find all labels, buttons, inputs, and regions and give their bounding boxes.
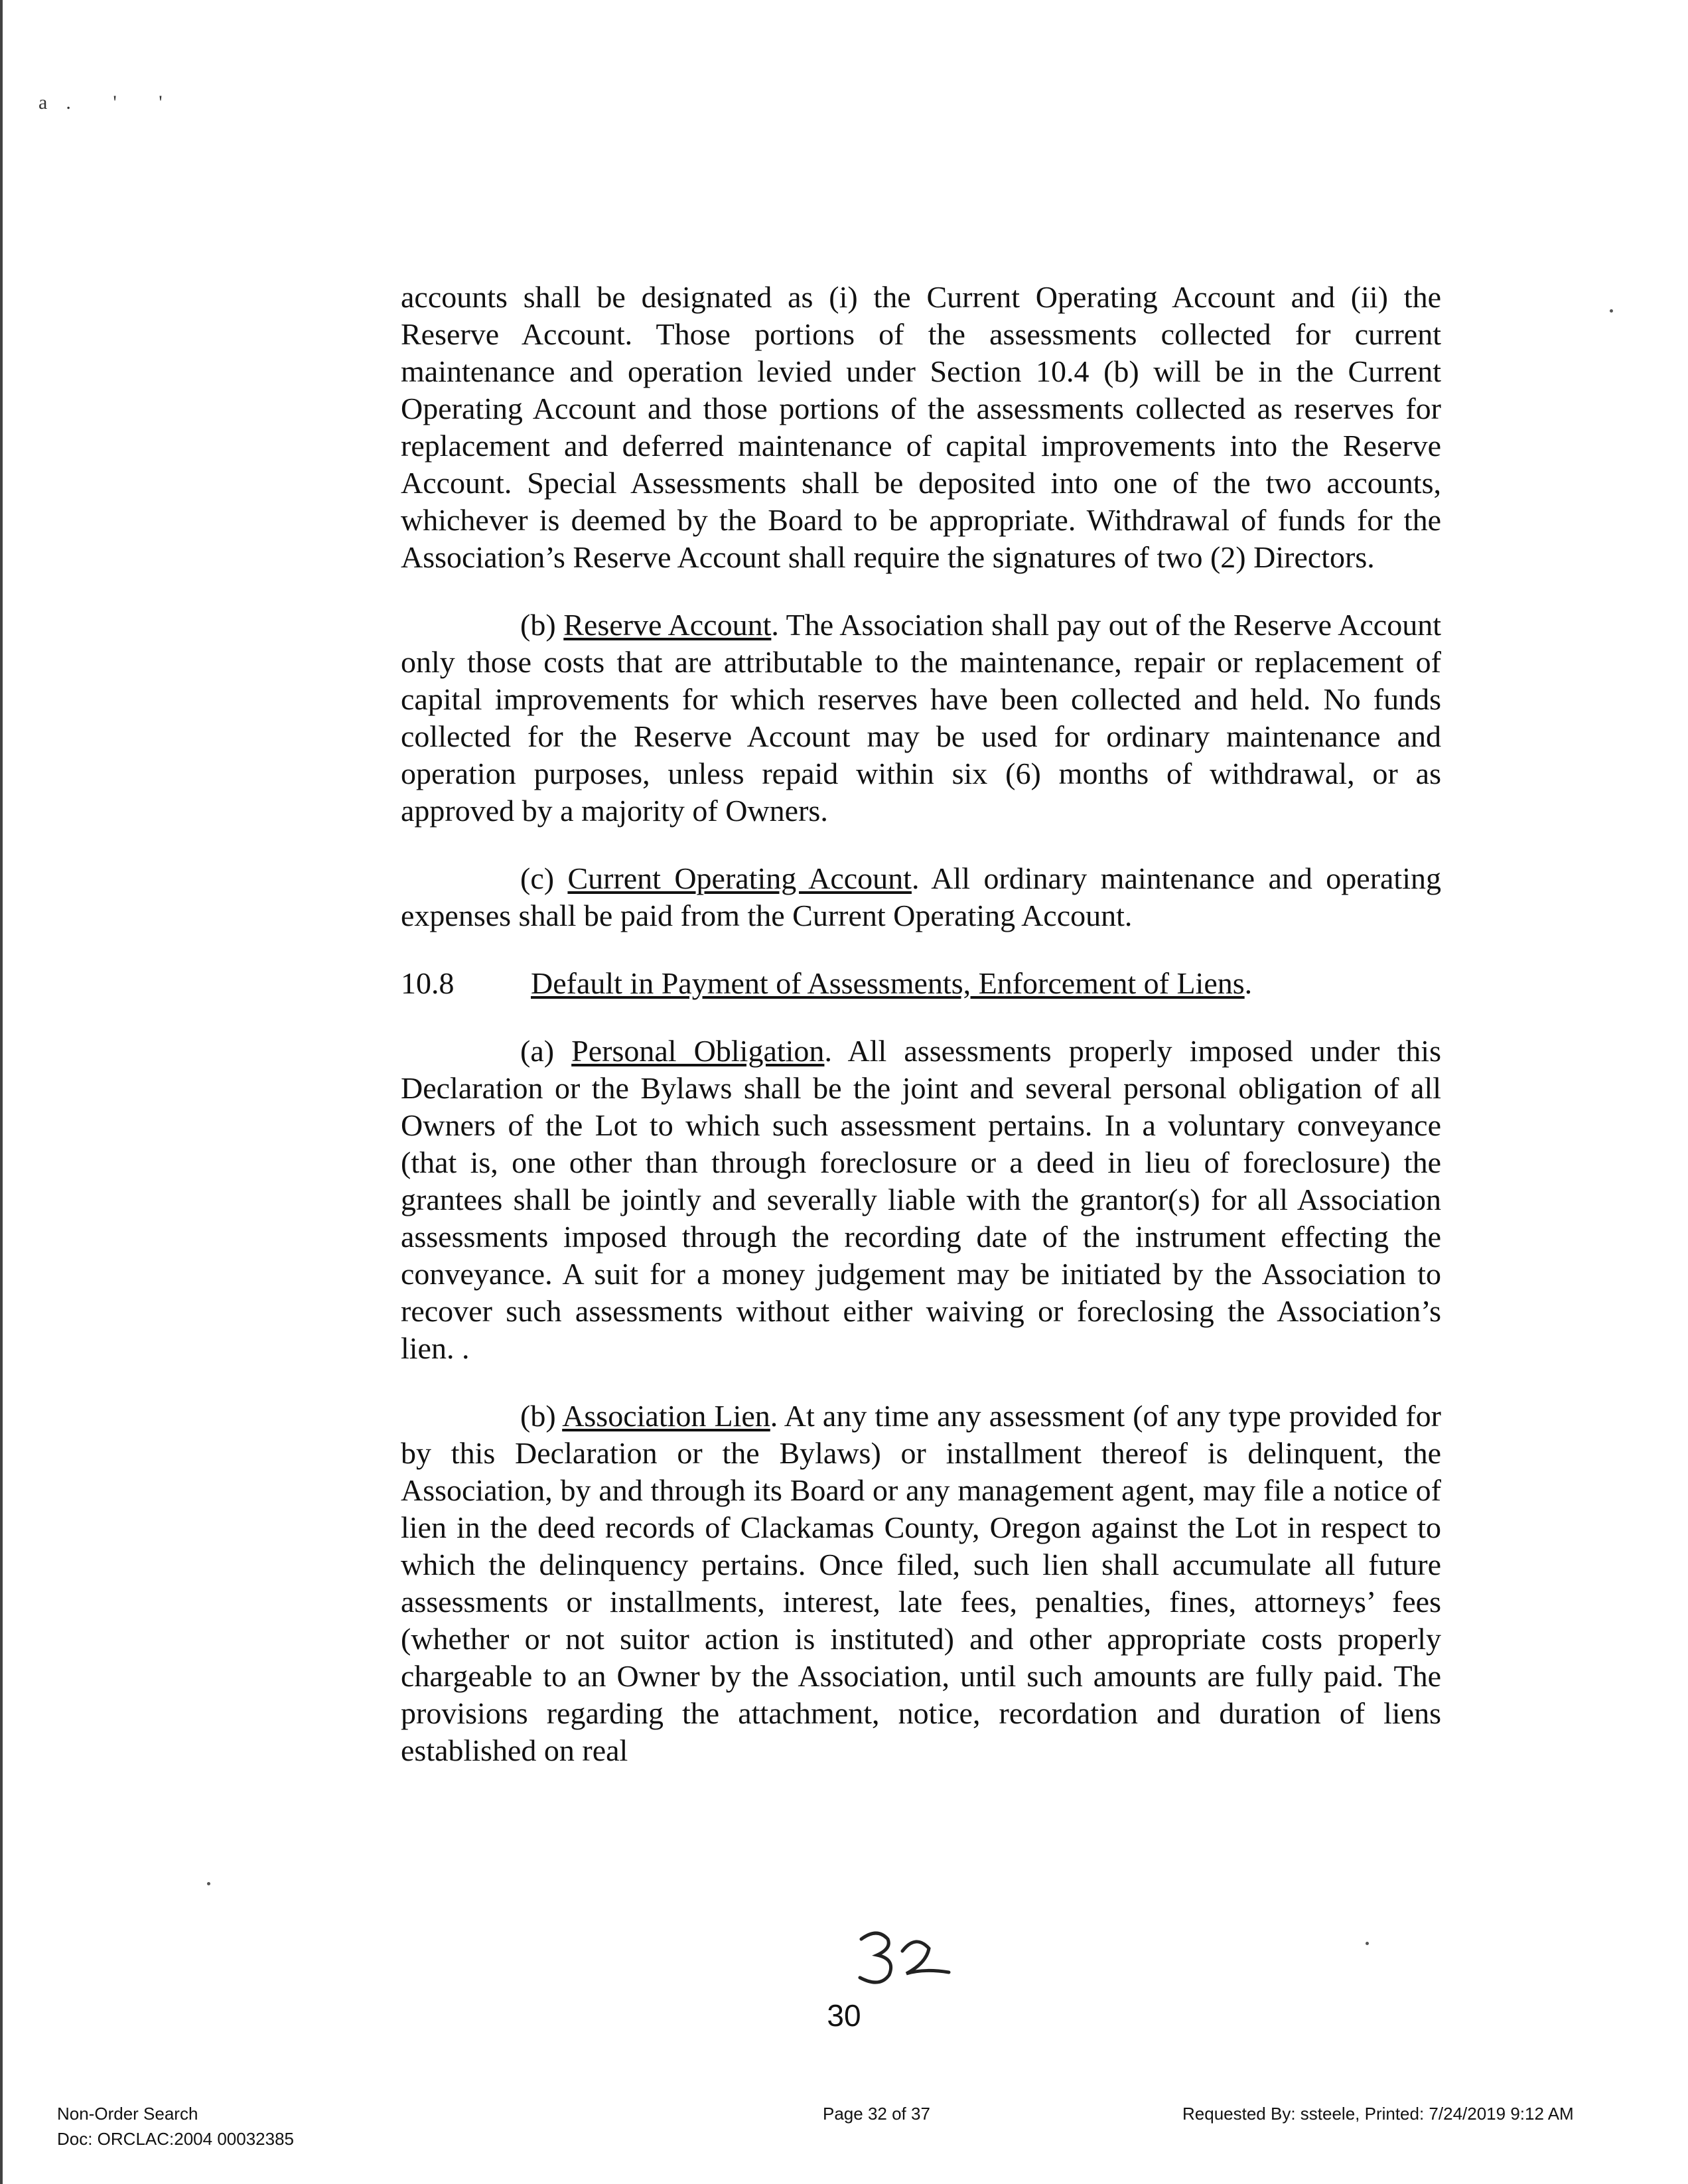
paragraph-text: . All ordinary maintenance and operating expenses shall be paid from the Current Operating Account. xyxy=(401,861,1441,932)
subheading-personal-obligation: Personal Obligation xyxy=(571,1034,825,1068)
paragraph-text: . At any time any assessment (of any type provided for by this Declaration or the Bylaws) or installment thereof is delinquent, the Association, by and through its Board or any management agent, may file a notice of lien in the deed records of Clackamas County, Oregon against the Lot in respect to which the delinquency pertains. Once filed, such lien shall accumulate all future assessments or installments, interest, late fees, penalties, fines, attorneys’ fees (whether or not suitor action is instituted) and other appropriate costs properly chargeable to an Owner by the Association, until such amounts are fully paid. The provisions regarding the attachment, notice, recordation and duration of liens established on real xyxy=(401,1399,1441,1767)
paragraph-prefix: (b) xyxy=(520,608,564,642)
section-title-end: . xyxy=(1244,966,1253,1000)
scan-stray-marks: a. ' ' xyxy=(38,92,181,113)
section-title: Default in Payment of Assessments, Enforcement of Liens xyxy=(531,966,1245,1000)
paragraph-text: . All assessments properly imposed under this Declaration or the Bylaws shall be the joint and several personal obligation of all Owners of the Lot to which such assessment pertains. In a voluntary conveyance (that is, one other than through foreclosure or a deed in lieu of foreclosure) the grantees shall be jointly and severally liable with the grantor(s) for all Association assessments imposed through the recording date of the instrument effecting the conveyance. A suit for a money judgement may be initiated by the Association to recover such assessments without either waiving or foreclosing the Association’s lien. . xyxy=(401,1034,1441,1365)
paragraph-text: accounts shall be designated as (i) the Current Operating Account and (ii) the Reserve Account. Those portions of the assessments collected for current maintenance and operation levied under Section 10.4 (b) will be in the Current Operating Account and those portions of the assessments collected as reserves for replacement and deferred maintenance of capital improvements into the Reserve Account. Special Assessments shall be deposited into one of the two accounts, whichever is deemed by the Board to be appropriate. Withdrawal of funds for the Association’s Reserve Account shall require the signatures of two (2) Directors. xyxy=(401,280,1441,574)
page-number: 30 xyxy=(827,1998,861,2033)
paragraph-personal-obligation xyxy=(401,1033,1441,1367)
scan-speck xyxy=(207,1882,210,1885)
handwritten-page-number xyxy=(855,1925,954,1991)
subheading-reserve-account: Reserve Account xyxy=(563,608,772,642)
footer-requested-by: Requested By: ssteele, Printed: 7/24/2019 9:12 AM xyxy=(1182,2104,1574,2124)
scan-speck xyxy=(1366,1942,1369,1945)
subheading-current-operating-account: Current Operating Account xyxy=(567,861,912,895)
footer-doc-id: Doc: ORCLAC:2004 00032385 xyxy=(57,2129,295,2149)
paragraph-prefix: (b) xyxy=(520,1399,563,1433)
footer-page-count: Page 32 of 37 xyxy=(823,2104,930,2124)
section-heading xyxy=(401,965,1441,1002)
section-number: 10.8 xyxy=(401,966,455,1000)
paragraph-prefix: (c) xyxy=(520,861,568,895)
subheading-association-lien: Association Lien xyxy=(562,1399,770,1433)
footer-search-type: Non-Order Search xyxy=(57,2104,198,2124)
scan-speck xyxy=(1610,309,1613,313)
paragraph-association-lien xyxy=(401,1398,1441,1769)
paragraph-reserve-account xyxy=(401,607,1441,830)
paragraph-accounts xyxy=(401,279,1441,576)
paragraph-prefix: (a) xyxy=(520,1034,572,1068)
paragraph-text: . The Association shall pay out of the Reserve Account only those costs that are attributable to the maintenance, repair or replacement of capital improvements for which reserves have been collected and held. No funds collected for the Reserve Account may be used for ordinary maintenance and operation purposes, unless repaid within six (6) months of withdrawal, or as approved by a majority of Owners. xyxy=(401,608,1441,828)
footer-left xyxy=(57,2101,294,2151)
scan-left-edge xyxy=(0,0,3,2184)
paragraph-current-operating-account xyxy=(401,860,1441,934)
document-body xyxy=(401,279,1441,1800)
